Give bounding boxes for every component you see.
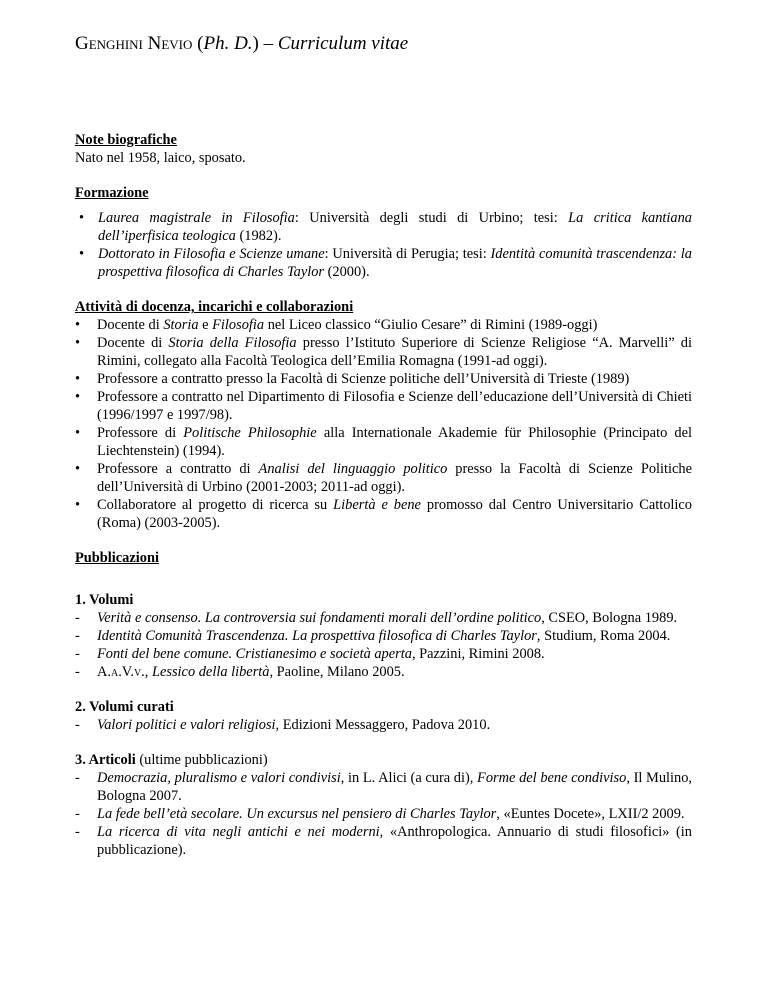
publication-item: - La fede bell’età secolare. Un excursus nel pensiero di Charles Taylor, «Euntes Docete», LXII/2 2009.: [75, 805, 692, 823]
publication-item: - Valori politici e valori religiosi, Edizioni Messaggero, Padova 2010.: [75, 716, 692, 734]
subsection-curati: [75, 698, 692, 734]
section-attivita: [75, 298, 692, 532]
volumi-list: [75, 609, 692, 681]
author-degree: Ph. D.: [203, 33, 253, 54]
bullet-icon: •: [75, 461, 81, 477]
subsection-heading-volumi: 1. Volumi: [75, 592, 134, 608]
bullet-icon: •: [75, 317, 81, 333]
attivita-item: • Docente di Storia e Filosofia nel Liceo classico “Giulio Cesare” di Rimini (1989-oggi): [75, 317, 598, 333]
publication-item: - Fonti del bene comune. Cristianesimo e società aperta, Pazzini, Rimini 2008.: [75, 645, 692, 663]
attivita-item: • Docente di Storia della Filosofia presso l’Istituto Superiore di Scienze Religiose “A. Marvelli” di Rimini, collegato alla Facoltà Teologica dell’Emilia Romagna (1991-ad oggi).: [75, 335, 692, 369]
section-bio: [75, 131, 692, 167]
attivita-item: • Collaboratore al progetto di ricerca su Libertà e bene promosso dal Centro Universitario Cattolico (Roma) (2003-2005).: [75, 497, 692, 531]
author-name: Genghini Nevio: [75, 33, 193, 54]
bullet-icon: •: [75, 371, 81, 387]
bio-text: Nato nel 1958, laico, sposato.: [75, 150, 246, 166]
publication-item: - Identità Comunità Trascendenza. La prospettiva filosofica di Charles Taylor, Studium, Roma 2004.: [75, 627, 692, 645]
publication-item: - A.a.V.v., Lessico della libertà, Paoline, Milano 2005.: [75, 663, 692, 681]
section-formazione: [75, 184, 692, 281]
attivita-item: • Professore di Politische Philosophie alla Internationale Akademie für Philosophie (Principato del Liechtenstein) (1994).: [75, 425, 692, 459]
formazione-list: [75, 209, 692, 281]
section-pubblicazioni: [75, 549, 692, 859]
formazione-item: • Laurea magistrale in Filosofia: Università degli studi di Urbino; tesi: La critica kantiana dell’iperfisica teologica (1982).: [75, 209, 692, 245]
publication-item: - Democrazia, pluralismo e valori condivisi, in L. Alici (a cura di), Forme del bene condiviso, Il Mulino, Bologna 2007.: [75, 769, 692, 805]
formazione-item: • Dottorato in Filosofia e Scienze umane: Università di Perugia; tesi: Identità comunità trascendenza: la prospettiva filosofica di Charles Taylor (2000).: [75, 245, 692, 281]
section-heading-formazione: Formazione: [75, 185, 149, 201]
bullet-icon: •: [75, 425, 81, 441]
document-title: Curriculum vitae: [277, 33, 409, 54]
attivita-list: [75, 316, 692, 532]
publication-item: - La ricerca di vita negli antichi e nei moderni, «Anthropologica. Annuario di studi filosofici» (in pubblicazione).: [75, 823, 692, 859]
section-heading-bio: Note biografiche: [75, 132, 177, 148]
document-body: [75, 131, 692, 859]
header-separator: –: [258, 33, 278, 54]
subsection-articoli: [75, 751, 692, 859]
attivita-item: • Professore a contratto presso la Facoltà di Scienze politiche dell’Università di Trieste (1989): [75, 371, 630, 387]
section-heading-pubblicazioni: Pubblicazioni: [75, 550, 159, 566]
curati-list: [75, 716, 692, 734]
bullet-icon: •: [75, 389, 81, 405]
subsection-volumi: [75, 591, 692, 681]
subsection-heading-curati: 2. Volumi curati: [75, 699, 174, 715]
attivita-item: • Professore a contratto di Analisi del linguaggio politico presso la Facoltà di Scienze Politiche dell’Università di Urbino (2001-2003; 2011-ad oggi).: [75, 461, 692, 495]
page-header: Genghini Nevio (Ph. D.) – Curriculum vitae: [75, 33, 409, 54]
articoli-list: [75, 769, 692, 859]
section-heading-attivita: Attività di docenza, incarichi e collaborazioni: [75, 299, 354, 315]
bullet-icon: •: [75, 335, 81, 351]
bullet-icon: •: [75, 497, 81, 513]
publication-item: - Verità e consenso. La controversia sui fondamenti morali dell’ordine politico, CSEO, Bologna 1989.: [75, 609, 692, 627]
subsection-heading-articoli: 3. Articoli (ultime pubblicazioni): [75, 752, 268, 768]
attivita-item: • Professore a contratto nel Dipartimento di Filosofia e Scienze dell’educazione dell’Università di Chieti (1996/1997 e 1997/98).: [75, 389, 692, 423]
